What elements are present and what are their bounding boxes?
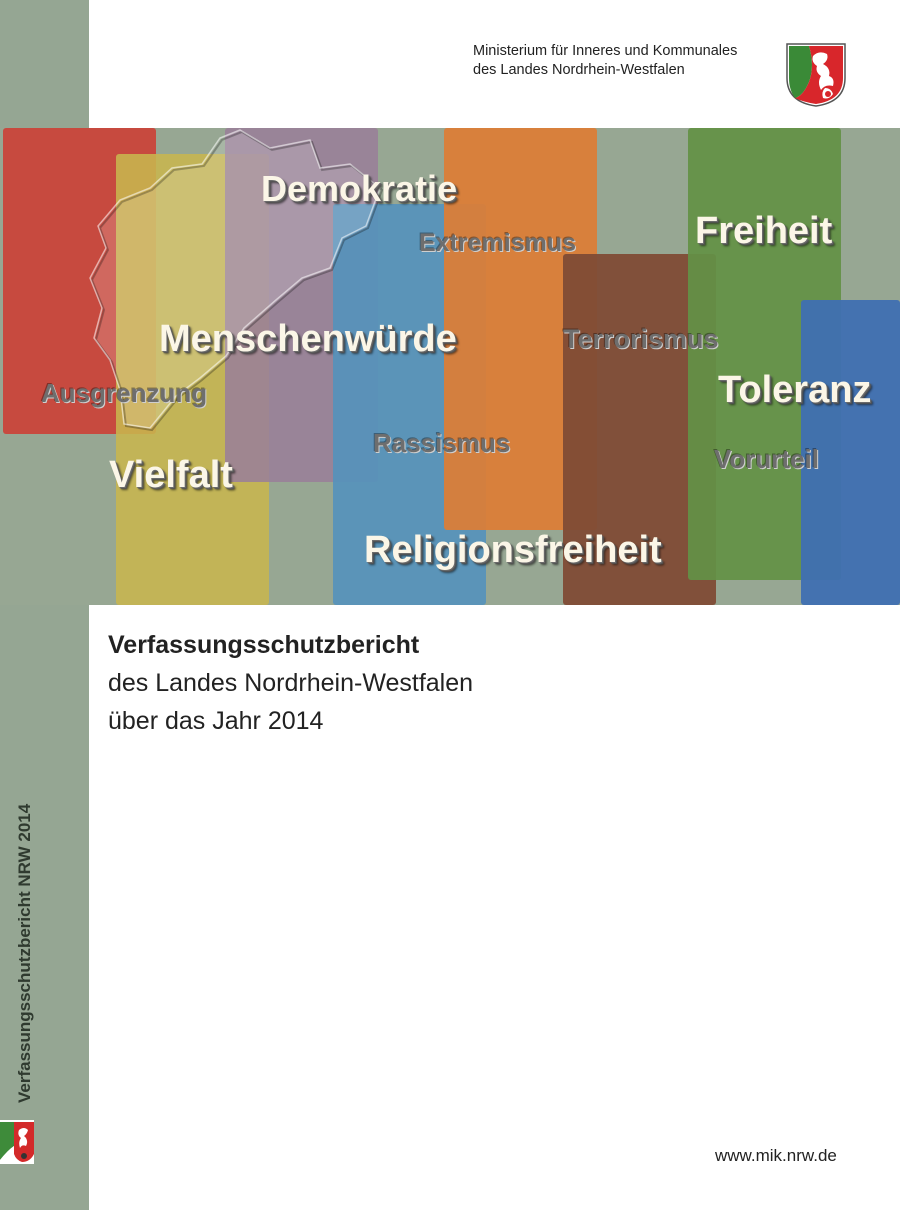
ministry-name: [473, 42, 737, 80]
word-extremismus: Extremismus: [419, 229, 577, 257]
word-religionsfreiheit: Religionsfreiheit: [364, 529, 662, 571]
word-demokratie: Demokratie: [261, 168, 458, 209]
word-vielfalt: Vielfalt: [109, 454, 233, 496]
report-title: Verfassungsschutzbericht: [108, 631, 420, 659]
nrw-coat-of-arms-icon: [785, 42, 847, 108]
ministry-line-1: Ministerium für Inneres und Kommunales: [473, 43, 738, 59]
word-toleranz: Toleranz: [718, 369, 872, 411]
word-terrorismus: Terrorismus: [563, 324, 719, 354]
spine-title: Verfassungsschutzbericht NRW 2014: [15, 803, 34, 1103]
word-ausgrenzung: Ausgrenzung: [41, 378, 208, 408]
report-title-block: [108, 626, 473, 740]
report-subtitle-line-2: über das Jahr 2014: [108, 707, 324, 735]
ministry-line-2: des Landes Nordrhein-Westfalen: [473, 62, 685, 78]
word-rassismus: Rassismus: [373, 428, 511, 458]
word-menschenwuerde: Menschenwürde: [159, 318, 457, 360]
nrw-coat-of-arms-icon: [0, 1120, 34, 1164]
report-subtitle-line-1: des Landes Nordrhein-Westfalen: [108, 669, 474, 697]
word-vorurteil: Vorurteil: [714, 444, 819, 474]
word-freiheit: Freiheit: [695, 210, 833, 252]
website-link[interactable]: www.mik.nrw.de: [715, 1146, 837, 1165]
cover-banner: [0, 128, 900, 605]
